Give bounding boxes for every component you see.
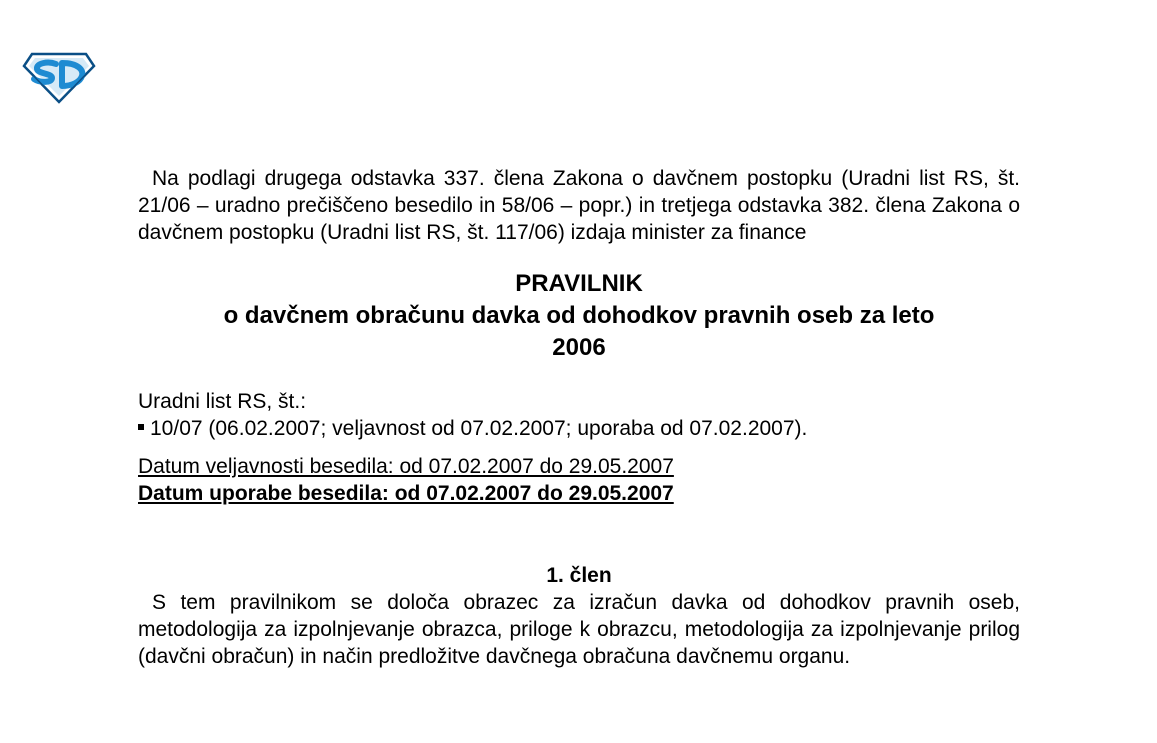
title-line-2: o davčnem obračunu davka od dohodkov pravnih oseb za leto bbox=[223, 302, 935, 329]
text-validity-date: Datum veljavnosti besedila: od 07.02.2007 do 29.05.2007 bbox=[138, 455, 674, 478]
bullet-icon bbox=[138, 424, 144, 430]
document-title bbox=[138, 268, 1020, 364]
title-line-3: 2006 bbox=[552, 334, 606, 361]
gazette-label: Uradni list RS, št.: bbox=[138, 390, 307, 413]
sd-logo-icon bbox=[22, 48, 96, 104]
title-line-1: PRAVILNIK bbox=[515, 270, 643, 297]
intro-paragraph: Na podlagi drugega odstavka 337. člena Zakona o davčnem postopku (Uradni list RS, št. 21/06 – uradno prečiščeno besedilo in 58/06 – popr.) in tretjega odstavka 382. člena Zakona o davčnem postopku (Uradni list RS, št. 117/06) izdaja minister za finance bbox=[138, 167, 1020, 244]
gazette-entry-row bbox=[138, 415, 1020, 442]
gazette-entry: 10/07 (06.02.2007; veljavnost od 07.02.2007; uporaba od 07.02.2007). bbox=[150, 417, 808, 440]
use-validity-date: Datum uporabe besedila: od 07.02.2007 do 29.05.2007 bbox=[138, 482, 674, 505]
article-1-heading: 1. člen bbox=[546, 564, 612, 587]
gazette-reference bbox=[138, 388, 1020, 442]
document-body bbox=[138, 165, 1020, 670]
validity-dates bbox=[138, 453, 1020, 507]
article-1-text: S tem pravilnikom se določa obrazec za izračun davka od dohodkov pravnih oseb, metodologija za izpolnjevanje obrazca, priloge k obrazcu, metodologija za izpolnjevanje prilog (davčni obračun) in način predložitve davčnega obračuna davčnemu organu. bbox=[138, 591, 1020, 668]
